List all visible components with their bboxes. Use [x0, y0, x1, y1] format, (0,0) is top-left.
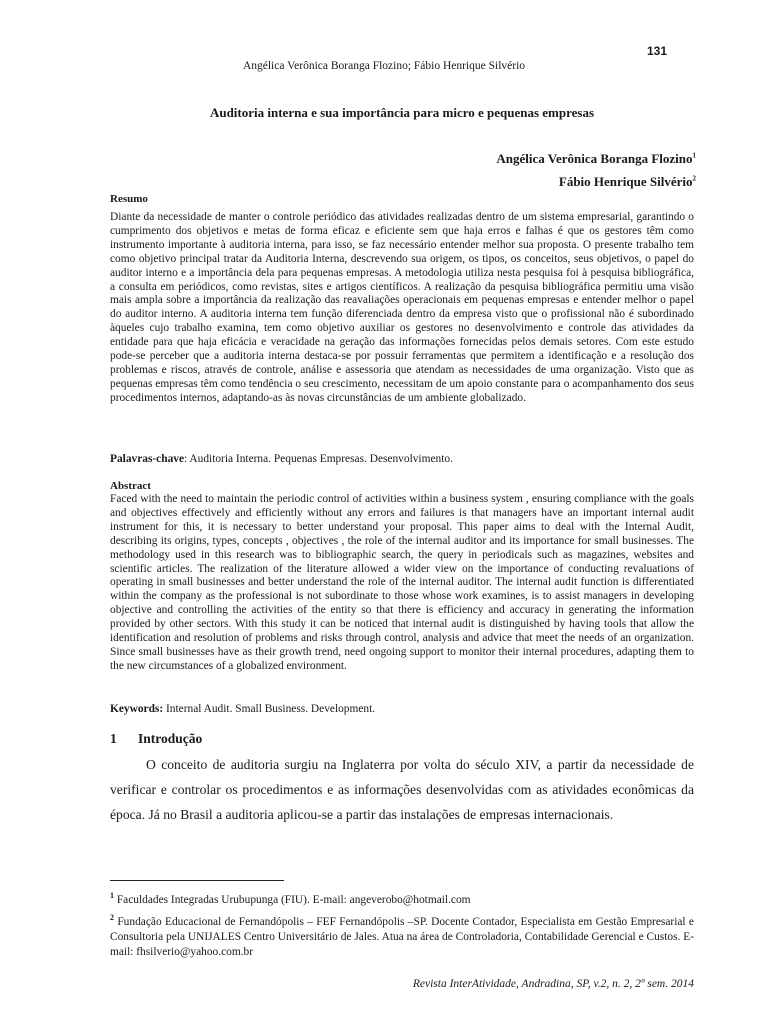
author-footnote-mark[interactable]: 2: [692, 174, 696, 183]
footnote-rule: [110, 880, 284, 881]
footnote-2: [110, 910, 694, 960]
page-number: 131: [646, 44, 667, 58]
journal-footer: Revista InterAtividade, Andradina, SP, v.2, n. 2, 2º sem. 2014: [412, 978, 694, 990]
section-number: 1: [110, 731, 117, 746]
keywords-values: Internal Audit. Small Business. Development.: [163, 703, 376, 715]
footnote-text: Faculdades Integradas Urubupunga (FIU). E-mail: angeverobo@hotmail.com: [114, 893, 471, 906]
author-name: Angélica Verônica Boranga Flozino: [496, 151, 693, 166]
footnote-mark: 2: [110, 913, 114, 922]
footnote-mark: 1: [110, 891, 114, 900]
section-heading: [110, 731, 202, 747]
paper-title: Auditoria interna e sua importância para micro e pequenas empresas: [209, 105, 595, 120]
palavras-chave-label: Palavras-chave: [110, 453, 185, 465]
section-title: Introdução: [138, 731, 203, 746]
footnote-1: [110, 888, 694, 908]
resumo-heading: Resumo: [110, 193, 148, 205]
author-2: [559, 174, 696, 190]
footnote-text: Fundação Educacional de Fernandópolis – FEF Fernandópolis –SP. Docente Contador, Especialista em Gestão Empresarial e Consultoria pela UNIJALES Centro Universitário de Jales. Atua na área de Controladoria, Contabilidade Gerencial e Custos. E-mail: fhsilverio@yahoo.com.br: [110, 915, 694, 958]
abstract-body: Faced with the need to maintain the periodic control of activities within a business system , ensuring compliance with the goals and objectives effectively and efficiently without any errors and failures is that managers have an important internal audit instrument for this, it is necessary to better understand your proposal. This paper aims to deal with the Internal Audit, describing its origins, types, concepts , objectives , the role of the internal auditor and its importance for small businesses. The methodology used in this research was to bibliographic search, the query in periodicals such as magazines, websites and scientific articles. The realization of the literature allowed a wider view on the importance of conducting revaluations of operating in small businesses and better understand the role of the internal auditor. The internal audit function is differentiated within the company as the professional is not subordinate to those whose work examines, is to assist managers in developing objective and controlling the activities of the entity so that there is efficiency and accuracy in generating the information provided by other sectors. With this study it can be noticed that internal audit is distinguished by having tools that allow the identification and resolution of problems and risks through control, analysis and advice that meet the needs of an organization. Since small businesses have as their growth trend, need ongoing support to monitor their internal procedures, adapting them to the new circumstances of a globalized environment.: [110, 493, 694, 672]
abstract-heading: Abstract: [110, 480, 151, 492]
palavras-chave-values: : Auditoria Interna. Pequenas Empresas. Desenvolvimento.: [184, 453, 453, 465]
author-1: [496, 151, 696, 167]
keywords-label: Keywords:: [110, 703, 164, 715]
keywords: [110, 703, 694, 717]
author-name: Fábio Henrique Silvério: [558, 174, 693, 189]
running-head: Angélica Verônica Boranga Flozino; Fábio Henrique Silvério: [242, 60, 526, 72]
intro-paragraph: O conceito de auditoria surgiu na Inglaterra por volta do século XIV, a partir da necessidade de verificar e controlar os procedimentos e as informações desenvolvidas com as atividades econômicas da época. Já no Brasil a auditoria aplicou-se a partir das instalações de empresas internacionais.: [110, 757, 694, 822]
palavras-chave: [110, 453, 694, 467]
resumo-body: Diante da necessidade de manter o controle periódico das atividades realizadas dentro de um sistema empresarial, garantindo o cumprimento dos objetivos e metas de forma eficaz e eficiente sem que haja erros e falhas é que os gestores têm como instrumento importante à auditoria interna, para isso, se faz necessário entender melhor sua proposta. O presente trabalho tem como objetivo principal tratar da Auditoria Interna, descrevendo sua origem, os tipos, os conceitos, seus objetivos, o papel do auditor interno e a importância dela para pequenas empresas. A metodologia utiliza nesta pesquisa foi à pesquisa bibliográfica, a consulta em periódicos, como revistas, sites e artigos científicos. A realização da pesquisa bibliográfica permitiu uma visão mais ampla sobre a importância da realização das reavaliações operacionais em pequenas empresas e entender melhor o papel do auditor interno. A auditoria interna tem função diferenciada dentro da empresa visto que o profissional não é subordinado àqueles cujo trabalho examina, tem como objetivo auxiliar os gestores no desenvolvimento e controle das atividades da entidade para que haja eficácia e veracidade na geração das informações fornecidas pelos demais setores. Com este estudo pode-se perceber que a auditoria interna destaca-se por possuir ferramentas que permitem a identificação e a resolução dos problemas e riscos, através de controle, análise e assessoria que atendam as necessidades de uma organização. Visto que as pequenas empresas têm como tendência o seu crescimento, necessitam de um apoio constante para o acompanhamento dos seus procedimentos internos, adaptando-as às novas circunstâncias de um ambiente globalizado.: [110, 211, 694, 404]
author-footnote-mark[interactable]: 1: [692, 151, 696, 160]
